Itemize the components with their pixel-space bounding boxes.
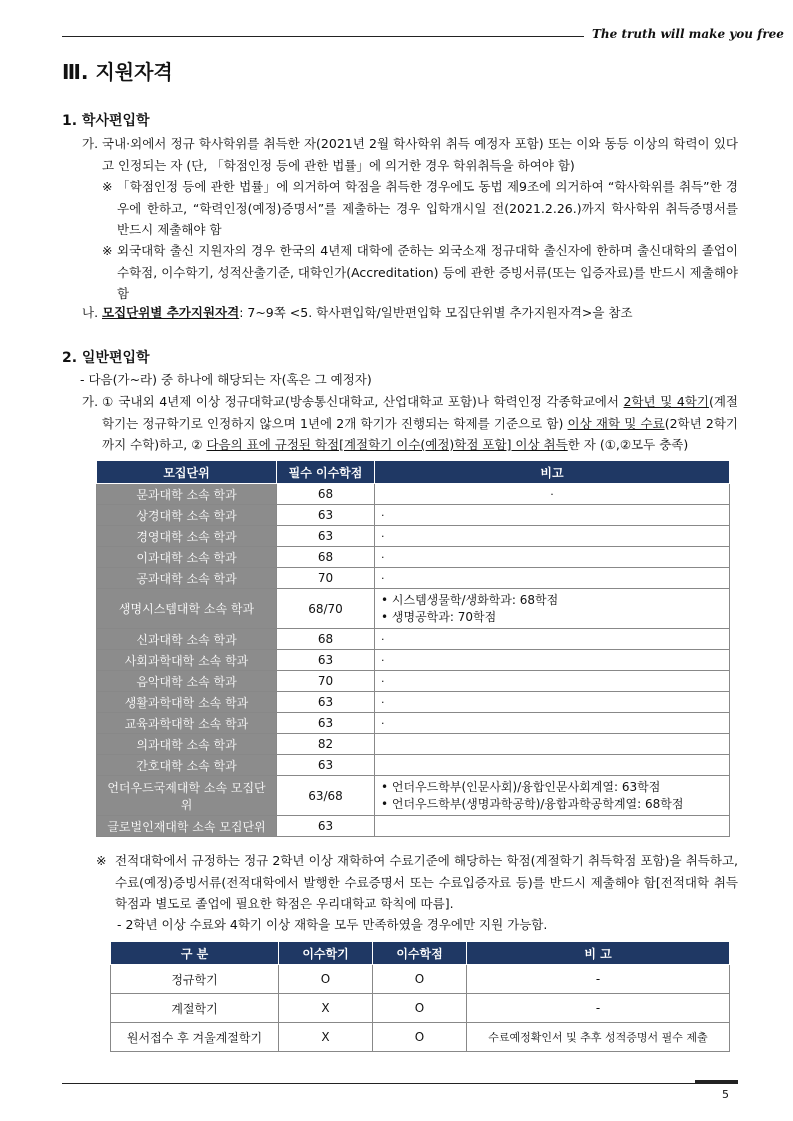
type-cell: 계절학기 xyxy=(111,994,279,1023)
credits-cell: 63 xyxy=(277,505,375,526)
col-header-type: 구 분 xyxy=(111,942,279,965)
cred-cell: O xyxy=(373,994,467,1023)
s1-na-rest: : 7~9쪽 <5. 학사편입학/일반편입학 모집단위별 추가지원자격>을 참조 xyxy=(239,305,633,320)
s1-ga-text: 국내·외에서 정규 학사학위를 취득한 자(2021년 2월 학사학위 취득 예정자 포함) 또는 이와 동등 이상의 학력이 있다고 인정되는 자 (단, 「학점인정 등에 관한 법률」에 의거한 경우 학위취득을 하여야 함) xyxy=(102,136,738,173)
note-cell: · xyxy=(375,505,730,526)
note-cell: · xyxy=(375,547,730,568)
credits-cell: 63 xyxy=(277,713,375,734)
credits-cell: 68 xyxy=(277,547,375,568)
header-rule xyxy=(62,36,584,37)
s1-note2-mark: ※ xyxy=(102,243,113,258)
sem-cell: X xyxy=(279,994,373,1023)
note-bullet: • 언더우드학부(생명과학공학)/융합과학공학계열: 68학점 xyxy=(381,796,723,813)
table-row xyxy=(97,547,730,568)
s1-note1-mark: ※ xyxy=(102,179,113,194)
note3-mark: ※ xyxy=(96,853,107,868)
unit-cell: 글로벌인재대학 소속 모집단위 xyxy=(97,816,277,837)
unit-cell: 생명시스템대학 소속 학과 xyxy=(97,589,277,629)
note-cell xyxy=(375,589,730,629)
note3-sub: - 2학년 이상 수료와 4학기 이상 재학을 모두 만족하였을 경우에만 지원 가능함. xyxy=(117,917,548,932)
note3-text: 전적대학에서 규정하는 정규 2학년 이상 재학하여 수료기준에 해당하는 학점(계절학기 취득학점 포함)을 취득하고, 수료(예정)증빙서류(전적대학에서 발행한 수료증명서 또는 수료입증자료 등)를 반드시 제출해야 함[전적대학 취득학점과 별도로 졸업에 필요한 학점은 우리대학교 학칙에 따름]. xyxy=(115,853,738,911)
sem-cell: X xyxy=(279,1023,373,1052)
credits-cell: 63 xyxy=(277,526,375,547)
section-title: Ⅲ. 지원자격 xyxy=(62,60,173,84)
table-row xyxy=(111,965,730,994)
s2-intro: - 다음(가~라) 중 하나에 해당되는 자(혹은 그 예정자) xyxy=(80,372,372,387)
credits-cell: 68 xyxy=(277,629,375,650)
credits-cell: 82 xyxy=(277,734,375,755)
note-cell: · xyxy=(375,484,730,505)
s1-na-mark: 나. xyxy=(82,305,99,320)
s1-na-bold: 모집단위별 추가지원자격 xyxy=(102,305,240,320)
note-cell xyxy=(375,816,730,837)
col-header-semesters: 이수학기 xyxy=(279,942,373,965)
table-row xyxy=(97,816,730,837)
s1-note2: 외국대학 출신 지원자의 경우 한국의 4년제 대학에 준하는 외국소재 정규대학 출신자에 한하며 출신대학의 졸업이수학점, 이수학기, 성적산출기준, 대학인가(Accreditation) 등에 관한 증빙서류(또는 입증자료)를 반드시 제출해야 함 xyxy=(117,243,738,301)
credits-cell: 63 xyxy=(277,650,375,671)
unit-cell: 문과대학 소속 학과 xyxy=(97,484,277,505)
s2-ga-text xyxy=(102,391,738,456)
unit-cell: 교육과학대학 소속 학과 xyxy=(97,713,277,734)
s1-note1: 「학점인정 등에 관한 법률」에 의거하여 학점을 취득한 경우에도 동법 제9조에 의거하여 “학사학위를 취득”한 경우에 한하고, “학력인정(예정)증명서”를 제출하는 경우 입학개시일 전(2021.2.26.)까지 학사학위 취득증명서를 반드시 제출해야 함 xyxy=(117,179,738,237)
remark-cell: - xyxy=(467,994,730,1023)
table-row xyxy=(97,629,730,650)
note-cell: · xyxy=(375,526,730,547)
s2-ga-u3: 다음의 표에 규정된 학점[계절학기 이수(예정)학점 포함] 이상 취득 xyxy=(206,437,568,452)
note-cell: · xyxy=(375,692,730,713)
note-bullet: • 생명공학과: 70학점 xyxy=(381,609,723,626)
s2-ga-p1: ① 국내외 4년제 이상 정규대학교(방송통신대학교, 산업대학교 포함)나 학력인정 각종학교에서 xyxy=(102,394,624,409)
col-header-credits: 이수학점 xyxy=(373,942,467,965)
note-cell: · xyxy=(375,713,730,734)
note-cell xyxy=(375,776,730,816)
table-row xyxy=(97,650,730,671)
col-header-note: 비고 xyxy=(375,461,730,484)
col-header-unit: 모집단위 xyxy=(97,461,277,484)
unit-cell: 생활과학대학 소속 학과 xyxy=(97,692,277,713)
header-motto: The truth will make you free xyxy=(592,27,784,41)
s1-title: 1. 학사편입학 xyxy=(62,113,150,129)
note-cell: · xyxy=(375,629,730,650)
unit-cell: 사회과학대학 소속 학과 xyxy=(97,650,277,671)
remark-cell: 수료예정확인서 및 추후 성적증명서 필수 제출 xyxy=(467,1023,730,1052)
credits-table xyxy=(96,460,730,837)
unit-cell: 의과대학 소속 학과 xyxy=(97,734,277,755)
credits-cell: 63 xyxy=(277,755,375,776)
s2-ga-mark: 가. xyxy=(82,394,99,409)
s2-ga-u1: 2학년 및 4학기 xyxy=(623,394,709,409)
s2-ga-p3: (2학년 2학기까지 수학)하고, ② xyxy=(102,415,738,452)
table-row xyxy=(97,568,730,589)
note-cell xyxy=(375,755,730,776)
table-row xyxy=(97,484,730,505)
table-row xyxy=(97,505,730,526)
semester-table-header xyxy=(111,942,730,965)
credits-cell: 70 xyxy=(277,568,375,589)
table-row xyxy=(97,671,730,692)
col-header-credits: 필수 이수학점 xyxy=(277,461,375,484)
s1-ga-mark: 가. xyxy=(82,136,99,151)
note-cell: · xyxy=(375,650,730,671)
s2-ga-p2: (계절학기는 정규학기로 인정하지 않으며 1년에 2개 학기가 진행되는 학제를 기준으로 함) xyxy=(102,394,738,431)
table-row xyxy=(111,1023,730,1052)
table-row xyxy=(97,526,730,547)
credits-cell: 63 xyxy=(277,692,375,713)
note-bullet: • 시스템생물학/생화학과: 68학점 xyxy=(381,592,723,609)
note-cell: · xyxy=(375,568,730,589)
unit-cell: 경영대학 소속 학과 xyxy=(97,526,277,547)
cred-cell: O xyxy=(373,965,467,994)
type-cell: 원서접수 후 겨울계절학기 xyxy=(111,1023,279,1052)
semester-table xyxy=(110,941,730,1052)
type-cell: 정규학기 xyxy=(111,965,279,994)
sem-cell: O xyxy=(279,965,373,994)
note-bullet: • 언더우드학부(인문사회)/융합인문사회계열: 63학점 xyxy=(381,779,723,796)
credits-table-header xyxy=(97,461,730,484)
note-cell: · xyxy=(375,671,730,692)
unit-cell: 언더우드국제대학 소속 모집단위 xyxy=(97,776,277,816)
credits-cell: 68 xyxy=(277,484,375,505)
table-row xyxy=(97,755,730,776)
credits-cell: 70 xyxy=(277,671,375,692)
footer-bar xyxy=(695,1080,738,1083)
col-header-remark: 비 고 xyxy=(467,942,730,965)
cred-cell: O xyxy=(373,1023,467,1052)
s2-title: 2. 일반편입학 xyxy=(62,350,150,366)
unit-cell: 상경대학 소속 학과 xyxy=(97,505,277,526)
s2-ga-p4: 한 자 (①,②모두 충족) xyxy=(567,437,689,452)
note-cell xyxy=(375,734,730,755)
unit-cell: 이과대학 소속 학과 xyxy=(97,547,277,568)
unit-cell: 음악대학 소속 학과 xyxy=(97,671,277,692)
remark-cell: - xyxy=(467,965,730,994)
table-row xyxy=(97,776,730,816)
footer-rule xyxy=(62,1083,738,1084)
s1-na xyxy=(102,302,738,324)
s2-ga-u2: 이상 재학 및 수료 xyxy=(567,415,665,431)
unit-cell: 간호대학 소속 학과 xyxy=(97,755,277,776)
table-row xyxy=(97,734,730,755)
page-number: 5 xyxy=(722,1088,729,1101)
credits-cell: 63/68 xyxy=(277,776,375,816)
table-row xyxy=(97,713,730,734)
credits-cell: 68/70 xyxy=(277,589,375,629)
table-row xyxy=(97,589,730,629)
table-row xyxy=(111,994,730,1023)
credits-cell: 63 xyxy=(277,816,375,837)
unit-cell: 신과대학 소속 학과 xyxy=(97,629,277,650)
table-row xyxy=(97,692,730,713)
unit-cell: 공과대학 소속 학과 xyxy=(97,568,277,589)
